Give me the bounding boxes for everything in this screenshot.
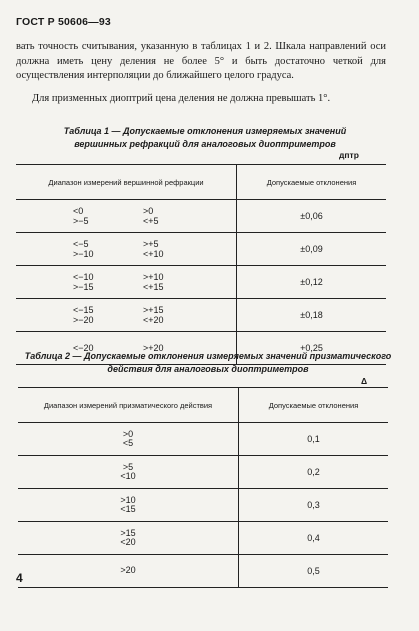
table2-col2-header: Допускаемые отклонения: [239, 388, 389, 423]
range-cell: <−10: [73, 272, 94, 282]
range-cell: >0: [122, 428, 134, 439]
range-cell: <5: [122, 438, 134, 448]
table1-caption-line2: вершинных рефракций для аналоговых диоптриметров: [74, 139, 336, 149]
deviation-cell: 0,4: [239, 522, 389, 555]
table1-unit: дптр: [339, 150, 359, 160]
deviation-cell: ±0,06: [237, 200, 387, 233]
table-row: [18, 456, 388, 489]
table2-unit: Δ: [361, 376, 368, 386]
table2-caption-line1: Таблица 2 — Допускаемые отклонения измеряемых значений призматического: [24, 351, 392, 361]
range-cell: >−15: [73, 282, 94, 292]
range-cell: <−5: [73, 239, 89, 249]
range-cell: >+20: [143, 343, 164, 353]
range-cell: <0: [73, 206, 84, 216]
table1: [16, 164, 386, 365]
deviation-cell: ±0,12: [237, 266, 387, 299]
range-cell: >+10: [143, 272, 164, 282]
table-row: [18, 522, 388, 555]
table1-col1-header: Диапазон измерений вершинной рефракции: [16, 165, 237, 200]
table-row: [18, 423, 388, 456]
table-row: [16, 233, 386, 266]
range-cell: <−15: [73, 305, 94, 315]
page-number: 4: [16, 571, 23, 585]
range-cell: >20: [120, 565, 136, 576]
range-cell: >−10: [73, 249, 94, 259]
range-cell: <−20: [73, 343, 94, 353]
range-cell: >−20: [73, 315, 94, 325]
table-row: [18, 555, 388, 588]
range-cell: >15: [120, 527, 136, 538]
range-cell: <15: [120, 504, 136, 514]
table2: [18, 387, 388, 588]
range-cell: <+5: [143, 216, 159, 226]
range-cell: <10: [120, 471, 136, 481]
table-row: [16, 200, 386, 233]
deviation-cell: ±0,18: [237, 299, 387, 332]
table1-caption-line1: Таблица 1 — Допускаемые отклонения измеряемых значений: [63, 126, 347, 136]
table1-col2-header: Допускаемые отклонения: [237, 165, 387, 200]
range-cell: <+15: [143, 282, 164, 292]
table2-caption-line2: действия для аналоговых диоптриметров: [107, 364, 309, 374]
deviation-cell: ±0,09: [237, 233, 387, 266]
range-cell: <+10: [143, 249, 164, 259]
paragraph-1: вать точность считывания, указанную в таблицах 1 и 2. Шкала направлений оси должна иметь цену деления не более 5° и быть достаточно четкой для осуществления интерполяции до ближайшего целого градуса.: [16, 41, 386, 81]
deviation-cell: 0,1: [239, 423, 389, 456]
deviation-cell: +0,25: [237, 332, 387, 365]
range-cell: <20: [120, 537, 136, 547]
range-cell: >+5: [143, 239, 159, 249]
range-cell: >5: [122, 461, 134, 472]
document-header: ГОСТ Р 50606—93: [16, 16, 111, 28]
deviation-cell: 0,5: [239, 555, 389, 588]
range-cell: <+20: [143, 315, 164, 325]
range-cell: >10: [120, 494, 136, 505]
range-cell: >+15: [143, 305, 164, 315]
table2-col1-header: Диапазон измерений призматического действия: [18, 388, 239, 423]
table2-caption: [18, 350, 398, 376]
table-row: [16, 299, 386, 332]
table1-caption: [30, 125, 380, 151]
deviation-cell: 0,3: [239, 489, 389, 522]
range-cell: >0: [143, 206, 154, 216]
table-row: [16, 266, 386, 299]
table-row: [18, 489, 388, 522]
deviation-cell: 0,2: [239, 456, 389, 489]
range-cell: >−5: [73, 216, 89, 226]
paragraph-2: Для призменных диоптрий цена деления не должна превышать 1°.: [32, 93, 331, 104]
